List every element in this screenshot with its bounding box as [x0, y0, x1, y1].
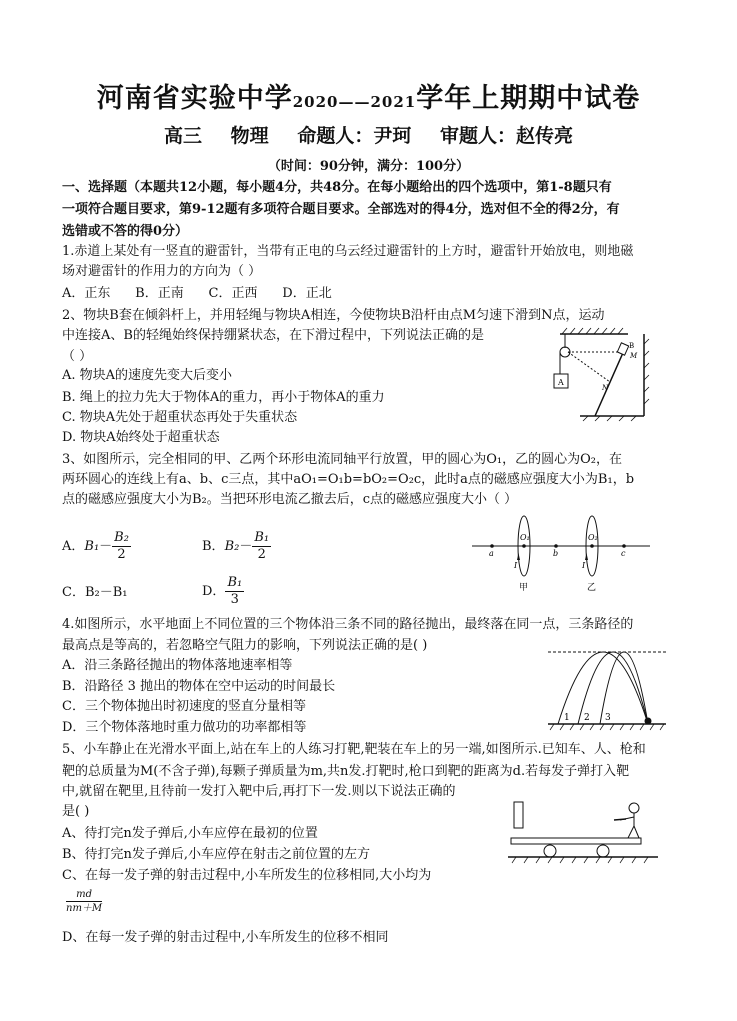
q1-options: A．正东 B．正南 C．正西 D．正北	[62, 286, 332, 301]
q3-option-a-label: A．	[62, 539, 85, 554]
q2-label-b: B	[629, 342, 635, 350]
q3-label-i1: I	[514, 561, 518, 570]
q3-option-d-den: 3	[230, 592, 239, 607]
subject: 物理	[230, 125, 269, 147]
q3-option-d-frac	[225, 575, 244, 608]
q4-option-d: D．三个物体落地时重力做功的功率都相等	[62, 720, 307, 735]
q3-label-yi: 乙	[587, 583, 597, 593]
q2-option-a: A. 物块A的速度先变大后变小	[62, 368, 233, 383]
q3-label-c: c	[621, 549, 626, 558]
section-instructions-3: 选错或不答的得0分）	[62, 224, 189, 239]
q5-option-a: A、待打完n发子弹后,小车应停在最初的位置	[62, 826, 318, 841]
title-years: 2020——2021	[292, 93, 417, 111]
q3-option-a-den: 2	[117, 547, 126, 562]
q3-stem-3: 点的磁感应强度大小为B₂。当把环形电流乙撤去后，c点的磁感应强度大小（ ）	[62, 492, 518, 507]
q5-frac-den: nm＋M	[66, 903, 103, 914]
q5-frac-num: md	[66, 888, 102, 902]
q5-option-d: D、在每一发子弹的射击过程中,小车所发生的位移不相同	[62, 930, 389, 945]
q5-stem-1: 5、小车静止在光滑水平面上,站在车上的人练习打靶,靶装在车上的另一端,如图所示.已知车、人、枪和	[62, 742, 646, 757]
q4-label-2: 2	[584, 713, 590, 723]
q2-stem-2: 中连接A、B的轻绳始终保持绷紧状态，在下滑过程中，下列说法正确的是	[62, 328, 484, 343]
q4-stem-1: 4.如图所示，水平地面上不同位置的三个物体沿三条不同的路径抛出，最终落在同一点，三条路径的	[62, 617, 634, 632]
q3-option-b-frac	[252, 530, 271, 563]
q5-stem-3: 中,就留在靶里,且待前一发打入靶中后,再打下一发.则以下说法正确的	[62, 784, 456, 799]
q3-label-jia: 甲	[519, 583, 529, 593]
q2-label-n: N	[602, 384, 609, 392]
q5-option-c-fraction	[66, 888, 102, 915]
q4-stem-2: 最高点是等高的，若忽略空气阻力的影响，下列说法正确的是( )	[62, 638, 428, 653]
q3-option-a-num: B₂	[114, 530, 129, 545]
q1-stem-1: 1.赤道上某处有一竖直的避雷针，当带有正电的乌云经过避雷针的上方时，避雷针开始放电，则地磁	[62, 244, 634, 259]
q4-figure	[548, 650, 668, 732]
q5-option-b: B、待打完n发子弹后,小车应停在射击之前位置的左方	[62, 847, 371, 862]
exam-subtitle	[0, 121, 737, 148]
author: 命题人：尹珂	[297, 125, 412, 147]
grade: 高三	[164, 125, 203, 147]
q3-option-b-term: B₂	[224, 539, 240, 554]
q2-figure	[540, 324, 650, 424]
time-info: （时间：90分钟，满分：100分）	[267, 159, 470, 174]
exam-title	[0, 76, 737, 115]
q3-stem-2: 两环圆心的连线上有a、b、c三点，其中aO₁=O₁b=bO₂=O₂c，此时a点的磁感应强度大小为B₁，b	[62, 472, 635, 487]
q3-label-o2: O₂	[588, 533, 598, 542]
q3-option-b: B．B₂－ $\frac{\text{B₁}}{2}$	[202, 530, 270, 562]
q3-figure	[470, 510, 654, 598]
q3-option-d-label: D．	[202, 584, 226, 599]
q3-option-a-frac	[112, 530, 131, 563]
q4-option-a: A．沿三条路径抛出的物体落地速率相等	[62, 658, 293, 673]
q4-label-1: 1	[564, 713, 570, 723]
title-term: 学年上期期中试卷	[416, 83, 641, 114]
q5-stem-2: 靶的总质量为M(不含子弹),每颗子弹质量为m,共n发.打靶时,枪口到靶的距离为d.若每发子弹打入靶	[62, 764, 630, 779]
q3-label-a: a	[489, 549, 494, 558]
q2-option-b: B. 绳上的拉力先大于物体A的重力，再小于物体A的重力	[62, 390, 385, 405]
q3-option-b-den: 2	[257, 547, 266, 562]
q3-option-d-num: B₁	[227, 575, 243, 590]
q2-label-a: A	[558, 378, 564, 387]
q5-figure	[508, 800, 668, 866]
reviewer: 审题人：赵传亮	[439, 125, 573, 147]
q3-label-o1: O₁	[520, 533, 530, 542]
title-school: 河南省实验中学	[96, 83, 293, 114]
q2-option-c: C. 物块A先处于超重状态再处于失重状态	[62, 410, 298, 425]
q3-label-b: b	[553, 549, 559, 558]
q3-option-b-label: B．	[202, 539, 225, 554]
q2-option-d: D. 物块A始终处于超重状态	[62, 430, 220, 445]
q3-option-a: A．B₁－ $\frac{\text{B₂}}{2}$	[62, 530, 129, 562]
q4-option-b: B．沿路径 3 抛出的物体在空中运动的时间最长	[62, 679, 336, 694]
q5-option-c: C、在每一发子弹的射击过程中,小车所发生的位移相同,大小均为	[62, 868, 432, 883]
section-instructions-1: 一、选择题（本题共12小题，每小题4分，共48分。在每小题给出的四个选项中，第1-8题只有	[62, 180, 612, 195]
q3-stem-1: 3、如图所示，完全相同的甲、乙两个环形电流同轴平行放置，甲的圆心为O₁，乙的圆心为O₂，在	[62, 452, 623, 467]
q5-stem-4: 是( )	[62, 804, 90, 819]
q2-stem-1: 2、物块B套在倾斜杆上，并用轻绳与物块A相连，今使物块B沿杆由点M匀速下滑到N点，运动	[62, 308, 605, 323]
q3-option-b-num: B₁	[254, 530, 270, 545]
q2-stem-3: （ ）	[62, 349, 93, 364]
q4-label-3: 3	[605, 713, 611, 723]
q5-frac	[66, 888, 102, 915]
q3-option-d	[202, 575, 244, 608]
section-instructions-2: 一项符合题目要求，第9-12题有多项符合题目要求。全部选对的得4分，选对但不全的得2分，有	[62, 202, 620, 217]
q4-option-c: C．三个物体抛出时初速度的竖直分量相等	[62, 699, 306, 714]
q1-stem-2: 场对避雷针的作用力的方向为（ ）	[62, 264, 262, 279]
q2-label-m: M	[630, 352, 638, 360]
q3-option-c: C．B₂－B₁	[62, 585, 128, 600]
q3-label-i2: I	[582, 561, 586, 570]
q3-option-a-term: B₁	[84, 539, 100, 554]
